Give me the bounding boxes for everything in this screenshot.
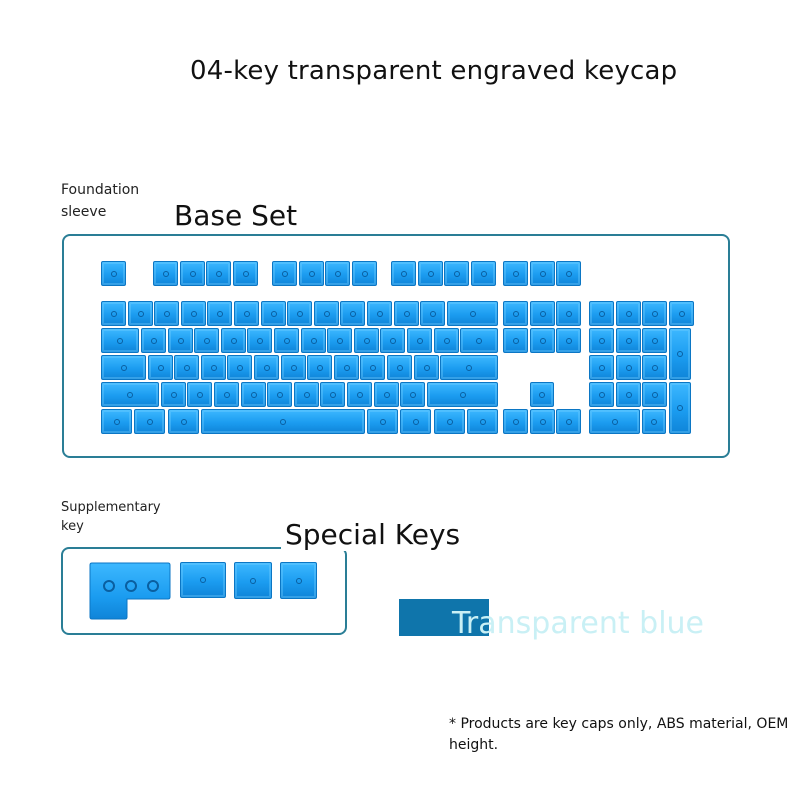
keycap	[141, 328, 166, 353]
keycap	[134, 409, 165, 434]
keycap	[447, 301, 498, 326]
keycap	[194, 328, 219, 353]
keycap	[467, 409, 498, 434]
special-keycap	[280, 562, 317, 599]
keycap	[101, 409, 132, 434]
keycap	[334, 355, 359, 380]
keycap	[642, 409, 666, 434]
keycap	[354, 328, 379, 353]
keycap	[101, 261, 126, 286]
keycap	[530, 261, 555, 286]
keycap	[174, 355, 199, 380]
keycap	[187, 382, 212, 407]
keycap	[234, 301, 259, 326]
keycap	[101, 328, 139, 353]
keycap	[101, 301, 126, 326]
keycap	[168, 328, 193, 353]
keycap	[616, 301, 641, 326]
keycap	[327, 328, 352, 353]
keycap	[391, 261, 416, 286]
color-label: Transparent blue	[452, 606, 704, 641]
keycap	[294, 382, 319, 407]
keycap	[347, 382, 372, 407]
keycap	[206, 261, 231, 286]
keycap	[227, 355, 252, 380]
keycap	[460, 328, 498, 353]
keycap	[201, 409, 365, 434]
keycap	[642, 382, 667, 407]
keycap	[307, 355, 332, 380]
keycap	[503, 301, 528, 326]
keycap	[281, 355, 306, 380]
keycap	[589, 328, 614, 353]
keycap	[221, 328, 246, 353]
keycap	[101, 382, 159, 407]
keycap	[669, 328, 691, 380]
keycap	[420, 301, 445, 326]
keycap	[380, 328, 405, 353]
keycap	[261, 301, 286, 326]
keycap	[241, 382, 266, 407]
keycap	[320, 382, 345, 407]
keycap	[407, 328, 432, 353]
keycap	[589, 355, 614, 380]
keycap	[299, 261, 324, 286]
keycap	[400, 382, 425, 407]
keycap	[272, 261, 297, 286]
keycap	[287, 301, 312, 326]
keycap	[180, 261, 205, 286]
keycap	[314, 301, 339, 326]
keycap	[556, 301, 581, 326]
keycap	[669, 382, 691, 434]
keycap	[589, 301, 614, 326]
keycap	[530, 382, 554, 407]
keycap	[642, 328, 667, 353]
keycap	[168, 409, 199, 434]
product-note: * Products are key caps only, ABS material, OEM height.	[449, 716, 789, 753]
keycap	[556, 328, 581, 353]
keycap	[394, 301, 419, 326]
keycap	[556, 261, 581, 286]
keycap	[530, 409, 555, 434]
keycap	[434, 409, 465, 434]
keycap	[360, 355, 385, 380]
keycap	[434, 328, 459, 353]
special-keycap	[234, 562, 272, 599]
keycap	[427, 382, 498, 407]
keycap	[214, 382, 239, 407]
keycap	[503, 261, 528, 286]
keycap	[325, 261, 350, 286]
keycap	[418, 261, 443, 286]
keycap	[154, 301, 179, 326]
product-title: 04-key transparent engraved keycap	[190, 56, 678, 86]
keycap	[352, 261, 377, 286]
keycap	[642, 301, 667, 326]
keycap	[400, 409, 431, 434]
keycap	[274, 328, 299, 353]
keycap	[616, 382, 641, 407]
keycap	[589, 382, 614, 407]
keycap	[503, 328, 528, 353]
keycap	[471, 261, 496, 286]
keycap	[301, 328, 326, 353]
supplementary-key-label: Supplementary key	[61, 500, 161, 534]
keycap	[669, 301, 694, 326]
keycap	[616, 328, 641, 353]
keycap	[267, 382, 292, 407]
keycap	[440, 355, 498, 380]
foundation-sleeve-label: Foundation sleeve	[61, 182, 140, 220]
keycap	[340, 301, 365, 326]
keycap	[556, 409, 581, 434]
keycap	[616, 355, 641, 380]
keycap	[367, 301, 392, 326]
keycap	[374, 382, 399, 407]
keycap	[254, 355, 279, 380]
keycap	[642, 355, 667, 380]
keycap	[233, 261, 258, 286]
keycap	[530, 328, 555, 353]
base-set-title: Base Set	[170, 199, 301, 232]
keycap	[181, 301, 206, 326]
keycap	[530, 301, 555, 326]
keycap	[503, 409, 528, 434]
keycap	[161, 382, 186, 407]
keycap	[101, 355, 146, 380]
keycap	[201, 355, 226, 380]
keycap	[207, 301, 232, 326]
keycap	[444, 261, 469, 286]
special-keycap	[180, 562, 226, 598]
special-keys-title: Special Keys	[281, 518, 464, 551]
keycap	[367, 409, 398, 434]
keycap	[153, 261, 178, 286]
keycap	[589, 409, 640, 434]
keycap	[247, 328, 272, 353]
keycap	[148, 355, 173, 380]
keycap	[387, 355, 412, 380]
keycap	[128, 301, 153, 326]
keycap	[414, 355, 439, 380]
iso-enter-keycap	[89, 562, 171, 620]
